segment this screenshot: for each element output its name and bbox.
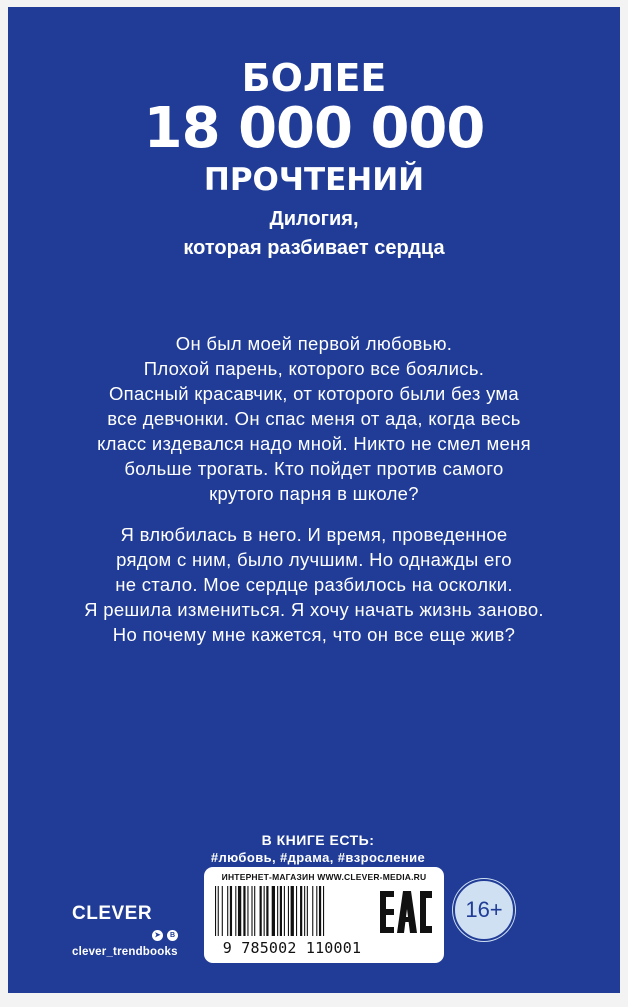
barcode-panel	[204, 867, 444, 963]
headline-line-3: ПРОЧТЕНИЙ	[203, 162, 425, 198]
blurb-line: рядом с ним, было лучшим. Но однажды его	[116, 549, 512, 570]
contents-tags: #любовь, #драма, #взросление	[210, 850, 426, 865]
eac-mark-icon	[378, 889, 434, 935]
tagline	[8, 205, 620, 263]
shop-url: ИНТЕРНЕТ-МАГАЗИН WWW.CLEVER-MEDIA.RU	[221, 872, 427, 882]
blurb-line: больше трогать. Кто пойдет против самого	[124, 458, 504, 479]
blurb-line: Опасный красавчик, от которого были без ума	[108, 383, 520, 404]
publisher-logo: CLEVER	[72, 903, 153, 924]
headline-line-2: 18 000 000	[143, 96, 485, 161]
blurb-line: Я решила измениться. Я хочу начать жизнь заново.	[84, 599, 544, 620]
blurb-paragraph-1	[68, 331, 560, 506]
blurb-line: класс издевался надо мной. Никто не смел меня	[97, 433, 531, 454]
book-contents	[198, 831, 438, 867]
blurb-paragraph-2	[68, 522, 560, 647]
tagline-line: Дилогия,	[269, 208, 359, 230]
age-rating-badge: 16+	[453, 879, 515, 941]
isbn-number: 9 785002 110001	[222, 939, 362, 957]
blurb-line: все девчонки. Он спас меня от ада, когда весь	[107, 408, 521, 429]
blurb-line: Но почему мне кажется, что он все еще жив?	[112, 624, 516, 645]
blurb-line: Я влюбилась в него. И время, проведенное	[120, 524, 508, 545]
headline-line-1: БОЛЕЕ	[241, 56, 387, 100]
blurb-line: Он был моей первой любовью.	[175, 333, 453, 354]
telegram-icon: ➤	[152, 930, 163, 941]
blurb-line: Плохой парень, которого все боялись.	[143, 358, 485, 379]
back-cover	[8, 7, 620, 993]
contents-heading: В КНИГЕ ЕСТЬ:	[261, 832, 375, 848]
barcode-icon	[213, 886, 371, 938]
readership-headline	[8, 56, 620, 198]
publisher-block	[72, 903, 192, 958]
vk-icon: B	[167, 930, 178, 941]
blurb-line: не стало. Мое сердце разбилось на осколки.	[115, 574, 513, 595]
publisher-handle: clever_trendbooks	[72, 946, 178, 958]
tagline-line: которая разбивает сердца	[183, 237, 445, 259]
social-icons	[152, 930, 192, 941]
blurb-line: крутого парня в школе?	[209, 483, 419, 504]
